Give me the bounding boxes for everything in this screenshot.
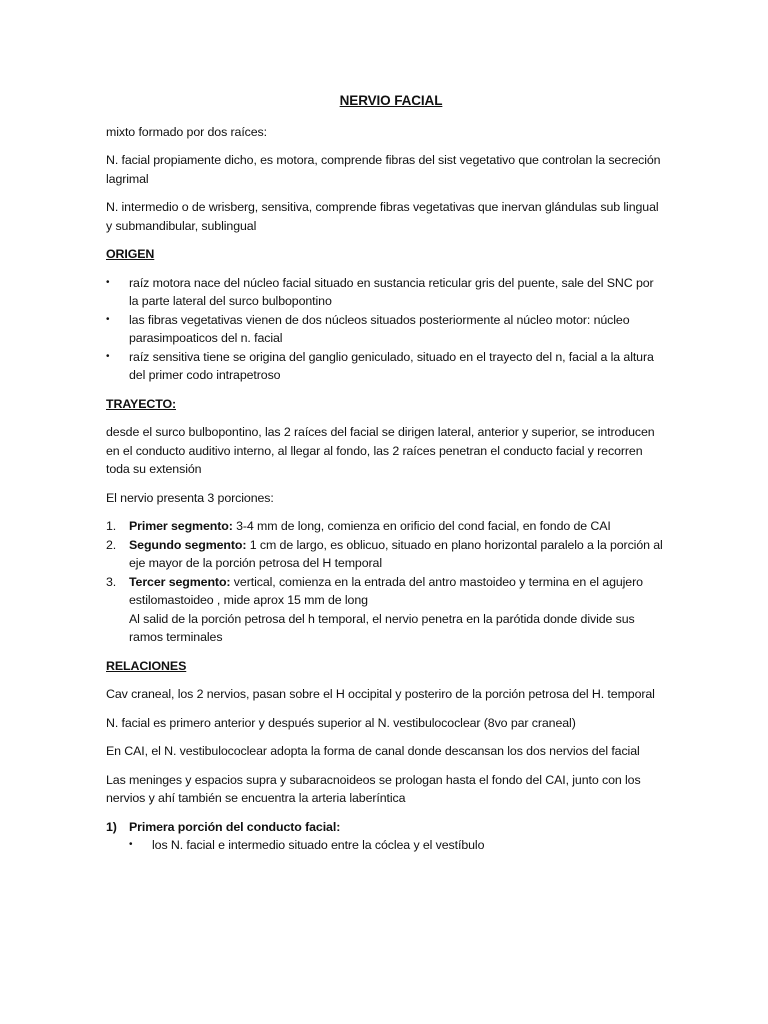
intermediate-nerve-paragraph: N. intermedio o de wrisberg, sensitiva, comprende fibras vegetativas que inervan glándulas sub lingual y submandibular, sublingual: [106, 200, 659, 233]
list-item: [106, 348, 666, 385]
list-item: [106, 311, 666, 348]
list-item: [106, 536, 666, 573]
bullet-icon: •: [129, 839, 133, 850]
page-title: NERVIO FACIAL: [339, 93, 443, 108]
segments-list: [106, 517, 666, 647]
list-number: 2.: [106, 537, 117, 552]
bullet-icon: •: [106, 350, 110, 362]
segment-text: vertical, comienza en la entrada del antro mastoideo y termina en el agujero estilomastoideo , mide aprox 15 mm de long: [129, 574, 643, 607]
list-item-text: las fibras vegetativas vienen de dos núcleos situados posteriormente al núcleo motor: núcleo parasimpoaticos del n. facial: [129, 312, 630, 345]
list-item: [129, 836, 666, 855]
origen-heading: ORIGEN: [106, 247, 155, 261]
bullet-icon: •: [106, 313, 110, 325]
list-item-text: raíz motora nace del núcleo facial situado en sustancia reticular gris del puente, sale del SNC por la parte lateral del surco bulbopontino: [129, 275, 654, 308]
primera-porcion-heading: [106, 818, 666, 837]
facial-proper-paragraph: N. facial propiamente dicho, es motora, comprende fibras del sist vegetativo que controlan la secreción lagrimal: [106, 153, 661, 186]
segment-label: Tercer segmento:: [129, 574, 231, 589]
relaciones-heading: RELACIONES: [106, 658, 187, 673]
intro-paragraph: mixto formado por dos raíces:: [106, 124, 267, 139]
bullet-icon: •: [106, 276, 110, 288]
list-number: 3.: [106, 574, 117, 589]
segment-text: 1 cm de largo, es oblicuo, situado en plano horizontal paralelo a la porción al eje mayor de la porción petrosa del H temporal: [129, 537, 663, 570]
list-item: [106, 573, 666, 647]
primera-porcion-label: Primera porción del conducto facial:: [129, 819, 341, 834]
relaciones-paragraph: En CAI, el N. vestibulococlear adopta la forma de canal donde descansan los dos nervios del facial: [106, 744, 640, 758]
portions-intro: El nervio presenta 3 porciones:: [106, 490, 274, 505]
segment-label: Segundo segmento:: [129, 537, 247, 552]
relaciones-paragraph: Cav craneal, los 2 nervios, pasan sobre el H occipital y posteriro de la porción petrosa del H. temporal: [106, 687, 655, 701]
list-item-text: los N. facial e intermedio situado entre la cóclea y el vestíbulo: [152, 838, 485, 852]
relaciones-paragraph: Las meninges y espacios supra y subaracnoideos se prologan hasta el fondo del CAI, junto con los nervios y ahí también se encuentra la arteria laberíntica: [106, 772, 641, 805]
trayecto-heading: TRAYECTO:: [106, 396, 177, 411]
origen-list: [106, 274, 666, 385]
segment-label: Primer segmento:: [129, 519, 233, 533]
list-number: 1): [106, 819, 117, 834]
relaciones-paragraph: N. facial es primero anterior y después superior al N. vestibulococlear (8vo par craneal): [106, 715, 576, 730]
list-item: [106, 517, 666, 536]
document-body: [106, 92, 666, 855]
trayecto-paragraph: desde el surco bulbopontino, las 2 raíces del facial se dirigen lateral, anterior y superior, se introducen en el conducto auditivo interno, al llegar al fondo, las 2 raíces penetran el conducto facial y recorren toda su extensión: [106, 425, 655, 476]
segment-text: 3-4 mm de long, comienza en orificio del cond facial, en fondo de CAI: [232, 519, 611, 533]
primera-porcion-list: [106, 836, 666, 855]
list-item-text: raíz sensitiva tiene se origina del ganglio geniculado, situado en el trayecto del n, facial a la altura del primer codo intrapetroso: [129, 349, 654, 382]
segment-extra-text: Al salid de la porción petrosa del h temporal, el nervio penetra en la parótida donde divide sus ramos terminales: [129, 611, 635, 644]
list-number: 1.: [106, 519, 117, 533]
list-item: [106, 274, 666, 311]
